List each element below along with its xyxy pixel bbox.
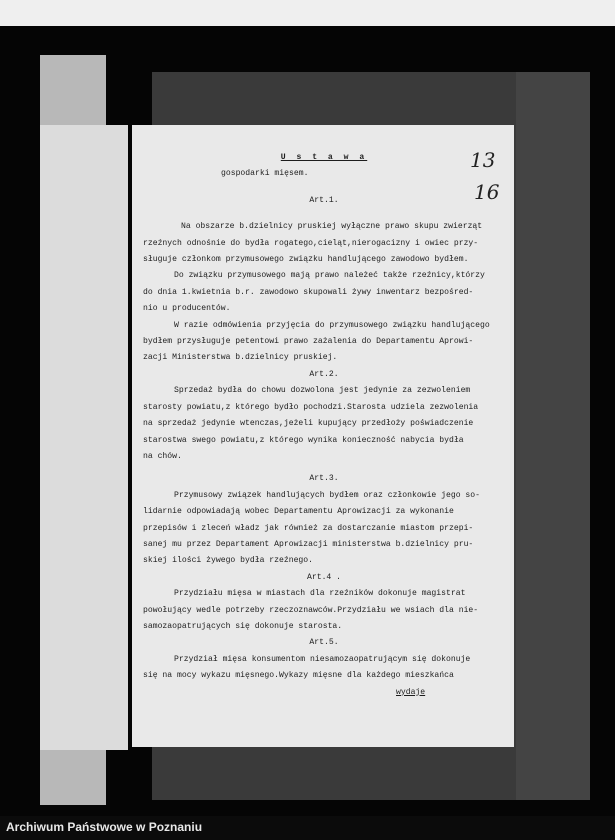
art1-body — [143, 219, 505, 367]
body-line: skiej ilości żywego bydła rzeźnego. — [143, 556, 313, 566]
left-sheet-edge — [40, 125, 128, 750]
art5-heading: Art.5. — [309, 638, 339, 648]
art4-heading: Art.4 . — [307, 572, 341, 582]
body-line: lidarnie odpowiadają wobec Departamentu Aprowizacji za wykonanie — [143, 507, 454, 517]
body-line: Na obszarze b.dzielnicy pruskiej wyłączne prawo skupu zwierząt — [181, 222, 483, 232]
document-text — [143, 150, 505, 701]
body-line: Przydział mięsa konsumentom niesamozaopatrującym się dokonuje — [174, 654, 471, 664]
body-line: samozaopatrujących się dokonuje starosta. — [143, 621, 343, 631]
body-line: rzeźnych odnośnie do bydła rogatego,cieląt,nierogacizny i owiec przy- — [143, 238, 479, 248]
top-bar — [0, 0, 615, 26]
body-line: Do związku przymusowego mają prawo należeć także rzeźnicy,którzy — [174, 271, 485, 281]
art5-body — [143, 652, 505, 685]
art3-body — [143, 488, 505, 570]
art2-body — [143, 383, 505, 465]
art2-heading: Art.2. — [309, 369, 339, 379]
body-line: powołujący wedle potrzeby rzeczoznawców.Przydziału we wsiach dla nie- — [143, 605, 479, 615]
body-line: na chów. — [143, 451, 182, 461]
body-line: przepisów i zleceń władz jak również za dostarczanie miastom przepi- — [143, 523, 474, 533]
body-line: na sprzedaż jedynie wtenczas,jeżeli kupujący przedłoży poświadczenie — [143, 419, 474, 429]
art4-body — [143, 586, 505, 635]
body-line: sanej mu przez Departament Aprowizacji ministerstwa b.dzielnicy pru- — [143, 539, 474, 549]
catchword: wydaje — [396, 687, 426, 697]
body-line: starostwa swego powiatu,z którego wynika konieczność nabycia bydła — [143, 435, 464, 445]
archive-footer — [0, 816, 615, 840]
body-line: się na mocy wykazu mięsnego.Wykazy mięsne dla każdego mieszkańca — [143, 671, 454, 681]
archive-name: Archiwum Państwowe w Poznaniu — [6, 820, 203, 834]
body-line: Sprzedaż bydła do chowu dozwolona jest jedynie za zezwoleniem — [174, 386, 471, 396]
body-line: do dnia 1.kwietnia b.r. zawodowo skupowali żywy inwentarz bezpośred- — [143, 287, 474, 297]
body-line: sługuje członkom przymusowego związku handlującego zawodowo bydłem. — [143, 255, 469, 265]
right-film-strip — [516, 72, 590, 800]
page-number-13: 13 — [470, 148, 496, 172]
body-line: zacji Ministerstwa b.dzielnicy pruskiej. — [143, 353, 338, 363]
page-number-16: 16 — [474, 180, 500, 204]
body-line: bydłem przysługuje petentowi prawo zażalenia do Departamentu Aprowi- — [143, 337, 474, 347]
document-subtitle: gospodarki mięsem. — [221, 169, 309, 179]
body-line: Przymusowy związek handlujących bydłem oraz członkowie jego so- — [174, 490, 480, 500]
document-title: U s t a w a — [280, 153, 368, 162]
art1-heading: Art.1. — [309, 195, 339, 205]
body-line: nio u producentów. — [143, 304, 231, 314]
art3-heading: Art.3. — [309, 474, 339, 484]
body-line: W razie odmówienia przyjęcia do przymusowego związku handlującego — [174, 320, 490, 330]
body-line: Przydziału mięsa w miastach dla rzeźników dokonuje magistrat — [174, 589, 466, 599]
body-line: starosty powiatu,z którego bydło pochodzi.Starosta udziela zezwolenia — [143, 402, 479, 412]
